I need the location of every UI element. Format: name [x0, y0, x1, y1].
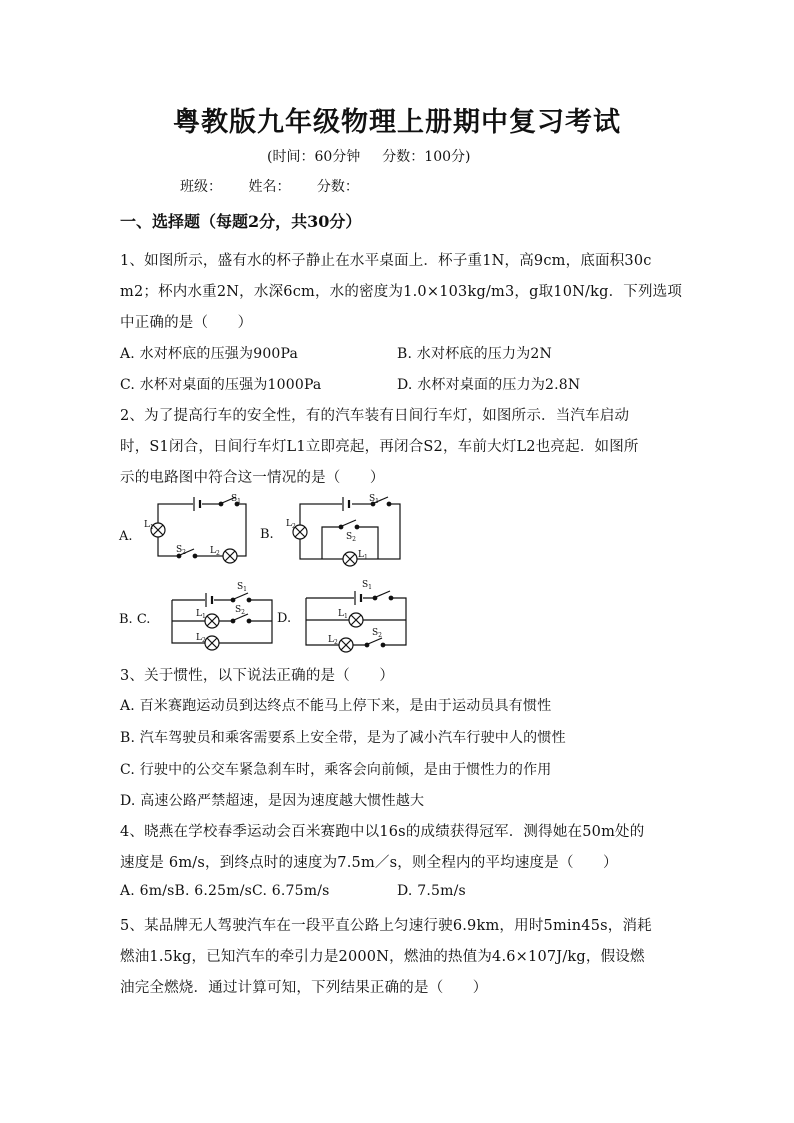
- q3-option-d: D. 高速公路严禁超速，是因为速度越大惯性越大: [120, 793, 425, 809]
- time-limit: (时间：60分钟: [267, 149, 361, 165]
- q4-options-abc: A. 6m/sB. 6.25m/sC. 6.75m/s: [120, 883, 330, 899]
- q1-line-1: 1、如图所示，盛有水的杯子静止在水平桌面上．杯子重1N，高9cm，底面积30c: [120, 253, 652, 269]
- circuit-diagrams: [110, 490, 420, 646]
- q5-line-2: 燃油1.5kg，已知汽车的牵引力是2000N，燃油的热值为4.6×107J/kg，假设燃: [120, 949, 645, 965]
- student-info: [180, 176, 381, 196]
- q4-line-1: 4、晓燕在学校春季运动会百米赛跑中以16s的成绩获得冠军．测得她在50m处的: [120, 824, 645, 840]
- sym-s2: $S_2$: [235, 605, 245, 616]
- sym-l1: $L_1$: [338, 609, 348, 620]
- sym-l2: $L_2$: [210, 546, 220, 557]
- sym-s2: $S_2$: [372, 628, 382, 639]
- q2-line-1: 2、为了提高行车的安全性，有的汽车装有日间行车灯，如图所示．当汽车启动: [120, 408, 630, 424]
- sym-l2: $L_2$: [328, 635, 338, 646]
- sym-l2: $L_2$: [286, 519, 296, 530]
- q3-option-c: C. 行驶中的公交车紧急刹车时，乘客会向前倾，是由于惯性力的作用: [120, 762, 552, 778]
- circuit-a: [151, 497, 246, 563]
- q3-stem: 3、关于惯性，以下说法正确的是（ ）: [120, 668, 395, 684]
- q1-option-a: A. 水对杯底的压强为900Pa: [120, 346, 299, 362]
- page-title: 粤教版九年级物理上册期中复习考试: [173, 107, 621, 138]
- q1-line-2: m2；杯内水重2N，水深6cm，水的密度为1.0×103kg/m3，g取10N/kg．下列选项: [120, 284, 683, 300]
- q2-line-2: 时，S1闭合，日间行车灯L1立即亮起，再闭合S2，车前大灯L2也亮起．如图所: [120, 439, 639, 455]
- q5-line-3: 油完全燃烧．通过计算可知，下列结果正确的是（ ）: [120, 980, 488, 996]
- q1-option-c: C. 水杯对桌面的压强为1000Pa: [120, 377, 322, 393]
- q1-option-b: B. 水对杯底的压力为2N: [397, 346, 552, 362]
- q5-line-1: 5、某品牌无人驾驶汽车在一段平直公路上匀速行驶6.9km，用时5min45s，消耗: [120, 918, 652, 934]
- q3-option-b: B. 汽车驾驶员和乘客需要系上安全带，是为了减小汽车行驶中人的惯性: [120, 730, 566, 746]
- circuit-d: [306, 591, 406, 652]
- sym-s1: $S_1$: [369, 494, 379, 505]
- sym-l2: $L_2$: [196, 633, 206, 644]
- q2-label-b: B.: [260, 527, 274, 542]
- sym-s2: $S_2$: [346, 532, 356, 543]
- sym-l1: $L_1$: [144, 520, 154, 531]
- name-label: 姓名：: [248, 179, 291, 195]
- circuit-c: [172, 593, 272, 650]
- score-label: 分数：: [316, 179, 359, 195]
- sym-s1: $S_1$: [362, 580, 372, 591]
- q3-option-a: A. 百米赛跑运动员到达终点不能马上停下来，是由于运动员具有惯性: [120, 698, 552, 714]
- q1-line-3: 中正确的是（ ）: [120, 315, 253, 331]
- sym-s1: $S_1$: [237, 582, 247, 593]
- sym-l1: $L_1$: [196, 609, 206, 620]
- class-label: 班级：: [180, 179, 222, 195]
- sym-s1: $S_1$: [231, 494, 241, 505]
- q2-line-3: 示的电路图中符合这一情况的是（ ）: [120, 470, 385, 486]
- q4-option-d: D. 7.5m/s: [397, 883, 466, 899]
- sym-s2: $S_2$: [176, 545, 186, 556]
- section-heading: 一、选择题（每题2分，共30分）: [120, 212, 362, 231]
- sym-l1: $L_1$: [358, 550, 368, 561]
- total-score: 分数：100分): [382, 149, 471, 165]
- q1-option-d: D. 水杯对桌面的压力为2.8N: [397, 377, 581, 393]
- q2-label-bc: B. C.: [119, 612, 151, 627]
- exam-meta: [267, 146, 492, 166]
- q4-line-2: 速度是 6m/s，到终点时的速度为7.5m／s，则全程内的平均速度是（ ）: [120, 855, 618, 871]
- q2-label-a: A.: [119, 529, 133, 544]
- q2-label-d: D.: [277, 611, 292, 626]
